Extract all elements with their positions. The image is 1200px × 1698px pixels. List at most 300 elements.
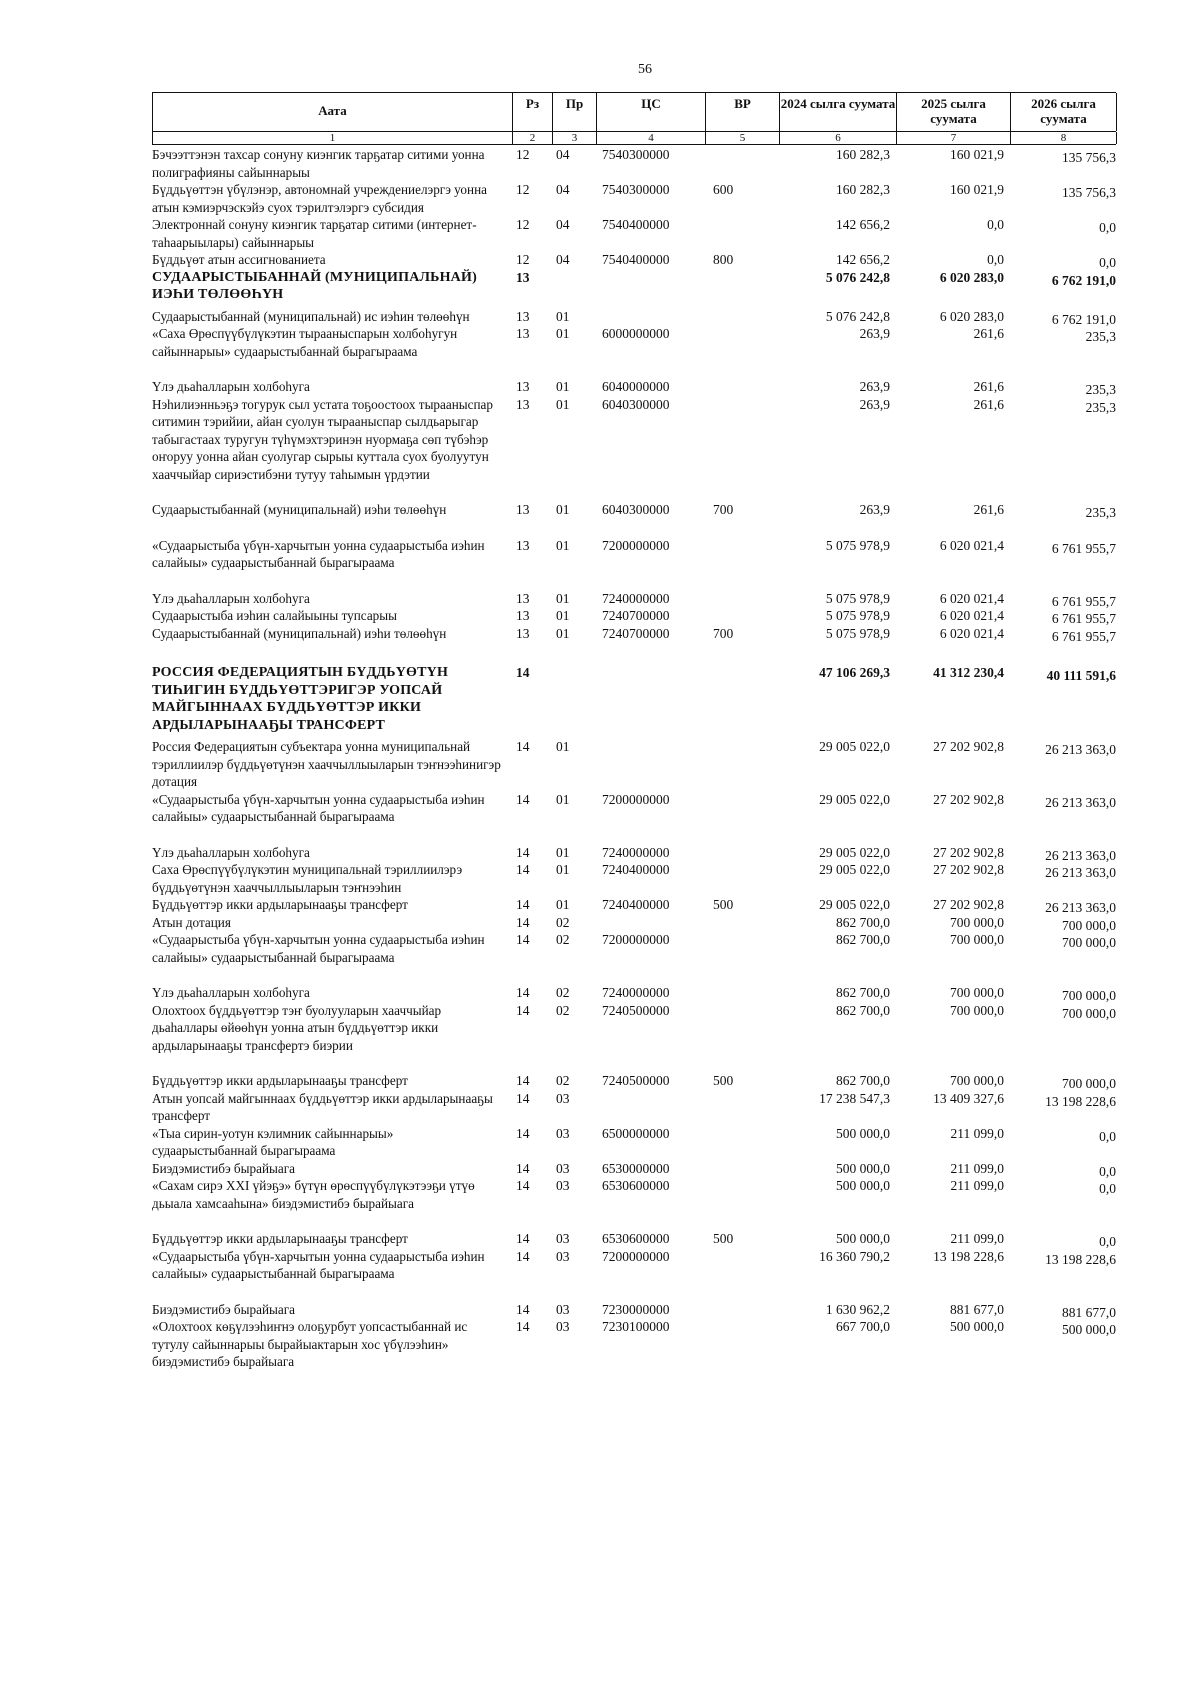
table-body (152, 146, 1116, 1371)
row-rz: 13 (516, 326, 530, 341)
row-value-2026: 235,3 (1085, 505, 1116, 520)
row-rz: 14 (516, 1090, 530, 1106)
row-value-2026: 6 761 955,7 (1051, 540, 1116, 556)
row-pr: 03 (556, 1248, 570, 1264)
row-name: Саха Өрөспүүбүлүкэтин муниципальнай тэриллиилэрэ бүддьүөтүнэн хааччыллыыларын тэҥнээһин (152, 862, 463, 895)
row-name: Бүддьүөт атын ассигнованиета (152, 252, 326, 267)
row-value-2025: 881 677,0 (950, 1301, 1004, 1317)
table-row (152, 1177, 1116, 1212)
row-vr (705, 378, 779, 396)
row-value-2025: 261,6 (973, 396, 1004, 412)
row-value-2025: 27 202 902,8 (933, 739, 1004, 754)
row-name: Биэдэмистибэ бырайыага (152, 1301, 295, 1317)
row-value-2026: 0,0 (1099, 1163, 1116, 1179)
row-name: «Судаарыстыба үбүн-харчытын уонна судаарыстыба иэһин салайыы» судаарыстыбаннай бырагыраама (152, 791, 485, 824)
header-cs: ЦС (597, 93, 706, 131)
table-row (152, 931, 1116, 966)
table-row (152, 251, 1116, 269)
table-row (152, 607, 1116, 625)
row-cs: 6530600000 (602, 1178, 670, 1193)
row-name: Судаарыстыбаннай (муниципальнай) иэһи төлөөһүн (152, 502, 447, 517)
row-value-2024: 862 700,0 (836, 1073, 890, 1088)
row-cs: 6000000000 (602, 326, 670, 341)
row-vr (705, 396, 779, 484)
row-vr: 500 (713, 897, 734, 912)
row-cs: 7230000000 (602, 1301, 670, 1317)
row-value-2024: 160 282,3 (836, 182, 890, 197)
row-value-2026: 700 000,0 (1062, 1005, 1116, 1021)
row-cs: 6530000000 (602, 1160, 670, 1176)
row-pr: 03 (556, 1090, 570, 1106)
row-value-2026: 26 213 363,0 (1045, 900, 1116, 915)
row-name: «Саха Өрөспүүбүлүкэтин тырааныспарын холбоһугун сайыннарыы» судаарыстыбаннай бырагыраама (152, 326, 458, 359)
row-pr: 02 (556, 985, 570, 1000)
row-value-2025: 211 099,0 (950, 1178, 1004, 1193)
table-row (152, 181, 1116, 216)
row-value-2025: 160 021,9 (950, 147, 1004, 162)
row-value-2024: 263,9 (859, 326, 890, 341)
row-pr: 01 (556, 862, 570, 877)
row-vr (705, 861, 779, 896)
row-value-2026: 500 000,0 (1062, 1322, 1116, 1337)
row-pr: 01 (556, 625, 570, 641)
row-value-2026: 26 213 363,0 (1045, 794, 1116, 810)
row-value-2026: 0,0 (1099, 1181, 1116, 1196)
row-value-2025: 160 021,9 (950, 182, 1004, 197)
row-pr: 03 (556, 1231, 570, 1246)
row-cs: 6040300000 (602, 502, 670, 517)
table-row (152, 738, 1116, 791)
row-value-2025: 13 198 228,6 (933, 1248, 1004, 1264)
row-name: «Олохтоох көҕүлээһиҥнэ олоҕурбут уопсастыбаннай ис тутулу сайыннарыы бырайыактарын хос үбүлээһин» биэдэмистибэ бырайыага (152, 1319, 468, 1369)
row-cs: 7240000000 (602, 844, 670, 860)
row-pr: 01 (556, 608, 570, 623)
row-cs: 7240700000 (602, 625, 670, 641)
row-value-2025: 27 202 902,8 (933, 844, 1004, 860)
row-value-2025: 6 020 283,0 (939, 308, 1004, 324)
row-name: «Судаарыстыба үбүн-харчытын уонна судаарыстыба иэһин салайыы» судаарыстыбаннай бырагыраама (152, 537, 485, 570)
row-value-2025: 27 202 902,8 (933, 862, 1004, 877)
row-vr (705, 1090, 779, 1125)
table-row (152, 896, 1116, 914)
row-value-2026: 0,0 (1099, 1234, 1116, 1249)
row-name: «Сахам сирэ XXI үйэҕэ» бүтүн өрөспүүбүлүкэтээҕи үтүө дьыала хамсааһына» биэдэмистибэ бырайыага (152, 1178, 475, 1211)
row-cs: 6040300000 (602, 396, 670, 412)
row-name: РОССИЯ ФЕДЕРАЦИЯТЫН БҮДДЬҮӨТҮН ТИҺИГИН БҮДДЬҮӨТТЭРИГЭР УОПСАЙ МАЙГЫННААХ БҮДДЬҮӨТТЭР ИККИ АРДЫЛАРЫНААҔЫ ТРАНСФЕРТ (152, 665, 449, 733)
row-pr: 03 (556, 1301, 570, 1317)
row-rz: 14 (516, 862, 530, 877)
table-row (152, 1160, 1116, 1178)
row-value-2025: 700 000,0 (950, 1073, 1004, 1088)
row-name: «Тыа сирин-уотун кэлимник сайыннарыы» судаарыстыбаннай бырагыраама (152, 1125, 394, 1158)
row-value-2026: 6 762 191,0 (1051, 272, 1116, 288)
column-number: 7 (897, 132, 1011, 144)
row-pr: 02 (556, 1002, 570, 1018)
column-number: 3 (553, 132, 597, 144)
row-vr: 600 (713, 182, 734, 197)
table-row (152, 1301, 1116, 1319)
table-row (152, 1318, 1116, 1371)
row-value-2025: 6 020 021,4 (939, 625, 1004, 641)
table-row (152, 146, 1116, 181)
table-row (152, 308, 1116, 326)
row-value-2026: 235,3 (1085, 382, 1116, 397)
row-value-2026: 26 213 363,0 (1045, 847, 1116, 863)
table-row (152, 1230, 1116, 1248)
row-pr: 01 (556, 379, 570, 394)
row-rz: 12 (516, 147, 530, 162)
row-cs (596, 664, 705, 734)
table-row (152, 590, 1116, 608)
row-rz: 13 (516, 537, 530, 553)
row-value-2025: 13 409 327,6 (933, 1090, 1004, 1106)
row-vr (705, 146, 779, 181)
table-row (152, 396, 1116, 484)
row-cs: 6530600000 (602, 1231, 670, 1246)
row-cs: 7200000000 (602, 537, 670, 553)
row-name: Нэһилиэнньэҕэ тогурук сыл устата тоҕоостоох тырааныспар ситимин тэрийии, айан суолун тырааныспар сылдьарыгар табыгастаах туругун түһүмэхтэринэн нуормаҕа сөп түбэһэр оҥоруу уонна айан суолугар сырыы куттала суох буолуутун хааччыйар сириэстибэни тутуу таһымын үрдэтии (152, 396, 494, 482)
row-pr: 04 (556, 182, 570, 197)
row-value-2025: 700 000,0 (950, 932, 1004, 947)
row-value-2026: 881 677,0 (1062, 1304, 1116, 1320)
row-value-2024: 5 076 242,8 (825, 308, 890, 324)
column-number: 8 (1011, 132, 1117, 144)
table-row (152, 501, 1116, 519)
row-pr: 01 (556, 844, 570, 860)
row-rz: 14 (516, 1073, 530, 1088)
row-pr: 02 (556, 932, 570, 947)
row-rz: 13 (516, 379, 530, 394)
row-value-2024: 5 075 978,9 (825, 608, 890, 623)
row-value-2024: 862 700,0 (836, 1002, 890, 1018)
row-cs: 7240000000 (602, 590, 670, 606)
row-vr: 800 (713, 252, 734, 267)
row-value-2024: 29 005 022,0 (819, 844, 890, 860)
column-number: 6 (780, 132, 897, 144)
row-value-2025: 211 099,0 (950, 1125, 1004, 1141)
row-cs: 7230100000 (602, 1319, 670, 1334)
row-rz: 12 (516, 182, 530, 197)
row-rz: 14 (516, 791, 530, 807)
table-row (152, 625, 1116, 643)
row-vr (705, 537, 779, 572)
row-vr (705, 1318, 779, 1371)
row-vr (705, 1177, 779, 1212)
row-vr (705, 1160, 779, 1178)
row-value-2024: 5 075 978,9 (825, 537, 890, 553)
row-value-2026: 700 000,0 (1062, 935, 1116, 950)
row-cs: 6040000000 (602, 379, 670, 394)
row-name: Бүддьүөттэн үбүлэнэр, автономнай учреждениелэргэ уонна атын кэмиэрчэскэйэ суох тэрилтэлэргэ субсидия (152, 182, 487, 215)
table-row (152, 378, 1116, 396)
row-pr: 01 (556, 396, 570, 412)
budget-table (152, 92, 1116, 1371)
row-cs: 7540400000 (602, 252, 670, 267)
row-name: Олохтоох бүддьүөттэр тэҥ буолууларын хааччыйар дьаһаллары өйөөһүн уонна атын бүддьүөттэр икки ардыларынааҕы трансфертэ биэрии (152, 1002, 442, 1053)
row-rz: 14 (516, 932, 530, 947)
row-value-2024: 862 700,0 (836, 914, 890, 930)
row-rz: 12 (516, 252, 530, 267)
row-vr (705, 1301, 779, 1319)
row-rz: 13 (516, 308, 530, 324)
table-row (152, 325, 1116, 360)
row-value-2026: 0,0 (1099, 1128, 1116, 1144)
row-name: Электроннай сонуну киэнгик тарҕатар ситими (интернет-таһаарыылары) сайыннарыы (152, 217, 477, 250)
table-row (152, 1002, 1116, 1055)
row-value-2024: 47 106 269,3 (819, 665, 890, 680)
row-value-2026: 135 756,3 (1062, 185, 1116, 200)
table-row (152, 984, 1116, 1002)
table-row (152, 1125, 1116, 1160)
row-value-2024: 29 005 022,0 (819, 897, 890, 912)
table-row (152, 914, 1116, 932)
header-vr: ВР (706, 93, 780, 131)
row-cs: 7240000000 (602, 985, 670, 1000)
row-value-2024: 500 000,0 (836, 1125, 890, 1141)
row-vr (705, 1125, 779, 1160)
row-value-2025: 261,6 (973, 502, 1004, 517)
row-value-2024: 142 656,2 (836, 252, 890, 267)
table-row (152, 861, 1116, 896)
row-pr: 03 (556, 1178, 570, 1193)
row-value-2025: 700 000,0 (950, 985, 1004, 1000)
row-cs: 6500000000 (602, 1125, 670, 1141)
row-vr: 700 (713, 502, 734, 517)
row-pr (552, 664, 596, 734)
row-value-2026: 26 213 363,0 (1045, 865, 1116, 880)
row-rz: 13 (516, 590, 530, 606)
row-value-2024: 5 076 242,8 (825, 269, 890, 285)
row-pr: 04 (556, 147, 570, 162)
row-value-2024: 29 005 022,0 (819, 791, 890, 807)
row-name: Судаарыстыбаннай (муниципальнай) ис иэһин төлөөһүн (152, 308, 470, 324)
row-rz: 14 (516, 1160, 530, 1176)
row-cs: 7240700000 (602, 608, 670, 623)
row-value-2025: 6 020 283,0 (939, 269, 1004, 285)
row-value-2026: 6 762 191,0 (1051, 311, 1116, 327)
row-vr: 700 (713, 625, 734, 641)
row-vr (705, 269, 779, 304)
row-rz: 14 (516, 1319, 530, 1334)
table-row (152, 269, 1116, 304)
row-vr (705, 931, 779, 966)
row-value-2024: 5 075 978,9 (825, 590, 890, 606)
row-rz: 13 (516, 502, 530, 517)
row-value-2024: 5 075 978,9 (825, 625, 890, 641)
row-rz: 13 (516, 625, 530, 641)
row-cs: 7240400000 (602, 862, 670, 877)
row-vr (705, 738, 779, 791)
row-cs: 7540300000 (602, 182, 670, 197)
row-name: Үлэ дьаһалларын холбоһуга (152, 844, 310, 860)
row-rz: 13 (516, 608, 530, 623)
table-row (152, 1072, 1116, 1090)
row-cs: 7240500000 (602, 1073, 670, 1088)
row-vr (705, 984, 779, 1002)
row-value-2025: 41 312 230,4 (933, 665, 1004, 680)
row-name: Бүддьүөттэр икки ардыларынааҕы трансферт (152, 1073, 408, 1088)
row-value-2026: 135 756,3 (1062, 150, 1116, 165)
row-value-2024: 862 700,0 (836, 932, 890, 947)
row-value-2025: 500 000,0 (950, 1319, 1004, 1334)
row-value-2026: 700 000,0 (1062, 917, 1116, 933)
row-value-2024: 17 238 547,3 (819, 1090, 890, 1106)
row-cs (596, 269, 705, 304)
row-value-2025: 6 020 021,4 (939, 608, 1004, 623)
row-name: Бүддьүөттэр икки ардыларынааҕы трансферт (152, 1231, 408, 1246)
row-cs (596, 308, 705, 326)
row-value-2025: 27 202 902,8 (933, 897, 1004, 912)
row-value-2025: 6 020 021,4 (939, 537, 1004, 553)
column-number: 1 (153, 132, 513, 144)
row-value-2025: 0,0 (987, 252, 1004, 267)
row-cs (596, 1090, 705, 1125)
column-number: 5 (706, 132, 780, 144)
row-value-2026: 0,0 (1099, 255, 1116, 270)
row-vr (705, 664, 779, 734)
row-value-2026: 26 213 363,0 (1045, 742, 1116, 757)
row-rz: 14 (516, 665, 530, 680)
row-value-2025: 0,0 (987, 217, 1004, 232)
row-vr (705, 607, 779, 625)
row-value-2025: 261,6 (973, 379, 1004, 394)
row-rz: 14 (516, 844, 530, 860)
column-number: 2 (513, 132, 553, 144)
row-pr (552, 269, 596, 304)
row-value-2024: 862 700,0 (836, 985, 890, 1000)
table-row (152, 1090, 1116, 1125)
row-rz: 14 (516, 1248, 530, 1264)
row-pr: 01 (556, 308, 570, 324)
row-value-2024: 160 282,3 (836, 147, 890, 162)
row-value-2024: 500 000,0 (836, 1160, 890, 1176)
row-value-2024: 500 000,0 (836, 1231, 890, 1246)
row-pr: 01 (556, 739, 570, 754)
row-vr (705, 590, 779, 608)
row-rz: 14 (516, 1002, 530, 1018)
row-name: Судаарыстыбаннай (муниципальнай) иэһи төлөөһүн (152, 625, 447, 641)
row-rz: 14 (516, 1125, 530, 1141)
row-name: Атын дотация (152, 914, 231, 930)
row-cs: 7240500000 (602, 1002, 670, 1018)
row-value-2025: 211 099,0 (950, 1231, 1004, 1246)
row-cs: 7200000000 (602, 791, 670, 807)
header-pr: Пр (553, 93, 597, 131)
row-vr: 500 (713, 1231, 734, 1246)
row-name: «Судаарыстыба үбүн-харчытын уонна судаарыстыба иэһин салайыы» судаарыстыбаннай бырагыраама (152, 932, 485, 965)
row-pr: 04 (556, 217, 570, 232)
row-cs: 7200000000 (602, 1248, 670, 1264)
row-cs: 7540400000 (602, 217, 670, 232)
row-value-2024: 1 630 962,2 (825, 1301, 890, 1317)
row-value-2026: 0,0 (1099, 220, 1116, 235)
row-value-2026: 40 111 591,6 (1046, 668, 1116, 683)
row-vr (705, 1002, 779, 1055)
row-name: «Судаарыстыба үбүн-харчытын уонна судаарыстыба иэһин салайыы» судаарыстыбаннай бырагыраама (152, 1248, 485, 1281)
row-vr (705, 844, 779, 862)
row-rz: 14 (516, 739, 530, 754)
row-value-2026: 700 000,0 (1062, 1076, 1116, 1091)
header-rz: Рз (513, 93, 553, 131)
row-vr (705, 308, 779, 326)
row-name: Атын уопсай майгыннаах бүддьүөттэр икки ардыларынааҕы трансферт (152, 1090, 493, 1123)
table-row (152, 844, 1116, 862)
row-value-2026: 700 000,0 (1062, 988, 1116, 1003)
row-value-2025: 261,6 (973, 326, 1004, 341)
row-cs (596, 738, 705, 791)
row-vr (705, 791, 779, 826)
row-pr: 02 (556, 1073, 570, 1088)
table-row (152, 537, 1116, 572)
row-value-2025: 27 202 902,8 (933, 791, 1004, 807)
row-name: Бэчээттэнэн тахсар сонуну киэнгик тарҕатар ситими уонна полиграфияны сайыннарыы (152, 147, 485, 180)
row-value-2024: 142 656,2 (836, 217, 890, 232)
row-value-2024: 667 700,0 (836, 1319, 890, 1334)
header-2026: 2026 сылга суумата (1011, 93, 1117, 131)
row-value-2025: 6 020 021,4 (939, 590, 1004, 606)
column-numbers (152, 132, 1116, 145)
table-header (152, 92, 1116, 132)
row-rz: 12 (516, 217, 530, 232)
row-name: Россия Федерациятын субъектара уонна муниципальнай тэриллиилэр бүддьүөтүнэн хааччыллыыларын тэҥнээһинигэр дотация (152, 739, 501, 789)
row-value-2024: 16 360 790,2 (819, 1248, 890, 1264)
row-value-2024: 29 005 022,0 (819, 739, 890, 754)
header-2024: 2024 сылга суумата (780, 93, 897, 131)
row-pr: 03 (556, 1319, 570, 1334)
row-cs: 7540300000 (602, 147, 670, 162)
row-value-2024: 500 000,0 (836, 1178, 890, 1193)
row-pr: 01 (556, 326, 570, 341)
row-value-2025: 211 099,0 (950, 1160, 1004, 1176)
row-vr (705, 1248, 779, 1283)
row-value-2024: 263,9 (859, 379, 890, 394)
row-value-2026: 6 761 955,7 (1051, 593, 1116, 609)
row-value-2024: 29 005 022,0 (819, 862, 890, 877)
table-row (152, 216, 1116, 251)
row-cs: 7240400000 (602, 897, 670, 912)
row-pr: 03 (556, 1160, 570, 1176)
row-name: Судаарыстыба иэһин салайыыны тупсарыы (152, 608, 397, 623)
row-rz: 14 (516, 985, 530, 1000)
header-aata: Аата (153, 93, 513, 131)
row-rz: 13 (516, 269, 530, 285)
row-value-2025: 700 000,0 (950, 1002, 1004, 1018)
row-pr: 01 (556, 791, 570, 807)
row-value-2026: 6 761 955,7 (1051, 628, 1116, 644)
row-rz: 14 (516, 897, 530, 912)
row-value-2026: 13 198 228,6 (1045, 1093, 1116, 1109)
page-number: 56 (638, 62, 652, 77)
row-vr (705, 325, 779, 360)
row-vr (705, 216, 779, 251)
row-name: СУДААРЫСТЫБАННАЙ (МУНИЦИПАЛЬНАЙ) ИЭҺИ ТӨЛӨӨҺҮН (152, 269, 477, 302)
row-value-2024: 263,9 (859, 396, 890, 412)
table-row (152, 791, 1116, 826)
row-value-2026: 13 198 228,6 (1045, 1251, 1116, 1267)
row-pr: 03 (556, 1125, 570, 1141)
row-name: Үлэ дьаһалларын холбоһуга (152, 379, 310, 394)
row-rz: 14 (516, 1178, 530, 1193)
row-pr: 01 (556, 502, 570, 517)
row-value-2026: 6 761 955,7 (1051, 611, 1116, 626)
row-value-2026: 235,3 (1085, 399, 1116, 415)
column-number: 4 (597, 132, 706, 144)
row-pr: 01 (556, 537, 570, 553)
row-vr (705, 914, 779, 932)
row-name: Үлэ дьаһалларын холбоһуга (152, 985, 310, 1000)
row-pr: 01 (556, 590, 570, 606)
row-pr: 04 (556, 252, 570, 267)
